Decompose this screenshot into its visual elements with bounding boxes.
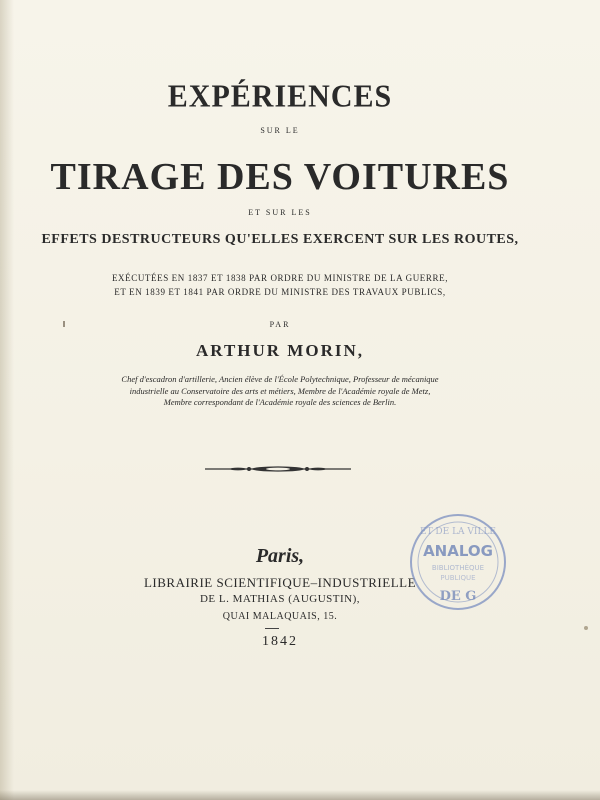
author-description-line-2: industrielle au Conservatoire des arts et métiers, Membre de l'Académie royale de Metz, [129, 385, 431, 396]
svg-text:ANALOG: ANALOG [423, 542, 493, 560]
main-title: EXPÉRIENCES [167, 79, 393, 114]
short-rule [265, 628, 279, 629]
svg-text:BIBLIOTHÈQUE: BIBLIOTHÈQUE [431, 564, 485, 572]
execution-line-2: ET EN 1839 ET 1841 PAR ORDRE DU MINISTRE DES TRAVAUX PUBLICS, [114, 287, 446, 297]
svg-text:ET DE LA VILLE: ET DE LA VILLE [420, 527, 496, 537]
title-connector: SUR LE [260, 126, 300, 135]
paper-spot [584, 626, 588, 630]
author-name: ARTHUR MORIN, [195, 341, 364, 360]
author-description [0, 374, 560, 409]
subtitle-connector: ET SUR LES [248, 208, 312, 217]
ornamental-rule-icon [205, 462, 351, 476]
subtitle: EFFETS DESTRUCTEURS QU'ELLES EXERCENT SUR LES ROUTES, [41, 232, 519, 247]
publisher-address: QUAI MALAQUAIS, 15. [222, 611, 338, 622]
by-label: PAR [269, 320, 291, 329]
library-stamp-icon [408, 512, 508, 612]
execution-line-1: EXÉCUTÉES EN 1837 ET 1838 PAR ORDRE DU MINISTRE DE LA GUERRE, [111, 273, 449, 283]
svg-text:PUBLIQUE: PUBLIQUE [440, 574, 476, 582]
author-description-line-1: Chef d'escadron d'artillerie, Ancien élève de l'École Polytechnique, Professeur de mécanique [121, 374, 439, 384]
subject-title: TIRAGE DES VOITURES [50, 156, 510, 198]
svg-text:DE G: DE G [439, 589, 477, 604]
publisher-line-2: DE L. MATHIAS (AUGUSTIN), [199, 593, 361, 605]
author-description-line-3: Membre correspondant de l'Académie royale des sciences de Berlin. [163, 397, 397, 407]
publication-year: 1842 [262, 634, 298, 649]
imprint-city: Paris, [255, 545, 305, 567]
publisher-name: LIBRAIRIE SCIENTIFIQUE–INDUSTRIELLE [143, 575, 417, 590]
page-edge-shadow [0, 790, 600, 800]
